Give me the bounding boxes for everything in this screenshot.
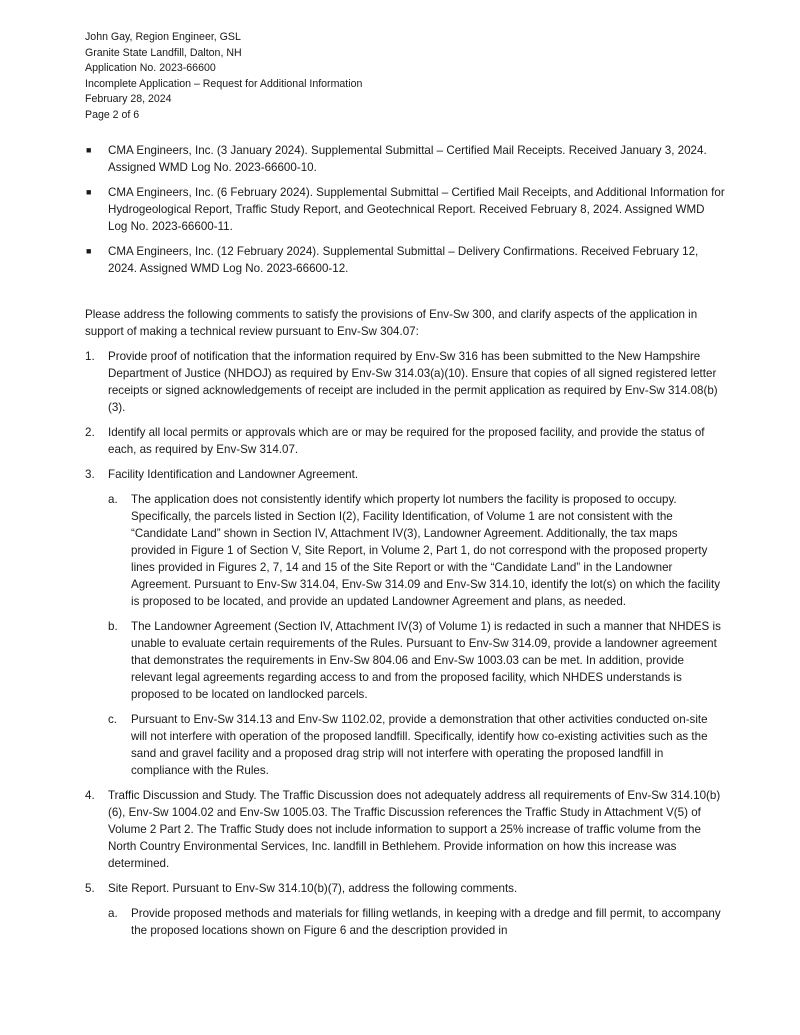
header-application-no: Application No. 2023-66600 bbox=[85, 62, 216, 75]
comment-text: Identify all local permits or approvals which are or may be required for the proposed facility, and provide the status of each, as required by Env-Sw 314.07. bbox=[108, 426, 705, 456]
comment-text: Facility Identification and Landowner Agreement. bbox=[108, 468, 359, 481]
reference-text: CMA Engineers, Inc. (12 February 2024). Supplemental Submittal – Delivery Confirmations. Received February 12, 2024. Assigned WMD Log No. 2023-66600-12. bbox=[108, 245, 699, 275]
sub-comment-text: The application does not consistently identify which property lot numbers the facility is proposed to occupy. Specifically, the parcels listed in Section I(2), Facility Identification, of Volume 1 are not consistent with the “Candidate Land” shown in Section IV, Attachment IV(3), Landowner Agreement. Additionally, the tax maps provided in Figure 1 of Section V, Site Report, in Volume 2, Part 1, do not correspond with the proposed property lines provided in Figures 2, 7, 14 and 15 of the Site Report or with the “Candidate Land” in the Landowner Agreement. Pursuant to Env-Sw 314.04, Env-Sw 314.09 and Env-Sw 314.10, identify the lot(s) on which the facility is proposed to be located, and provide an updated Landowner Agreement and plans, as needed. bbox=[131, 493, 721, 608]
comment-number: 3. bbox=[85, 468, 95, 481]
header-subject: Incomplete Application – Request for Additional Information bbox=[85, 77, 363, 90]
reference-item bbox=[85, 142, 725, 176]
comment-item bbox=[85, 348, 725, 416]
comment-text: Provide proof of notification that the information required by Env-Sw 316 has been submitted to the New Hampshire Department of Justice (NHDOJ) as required by Env-Sw 314.03(a)(10). Ensure that copies of all signed registered letter receipts or signed acknowledgements of receipt are included in the permit application as required by Env-Sw 314.08(b)(3). bbox=[108, 350, 718, 414]
comment-text: Traffic Discussion and Study. The Traffic Discussion does not adequately address all requirements of Env-Sw 314.10(b)(6), Env-Sw 1004.02 and Env-Sw 1005.03. The Traffic Discussion references the Traffic Study in Attachment V(5) of Volume 2 Part 2. The Traffic Study does not include information to support a 25% increase of traffic volume from the North Country Environmental Services, Inc. landfill in Bethlehem. Provide information on how this increase was determined. bbox=[108, 789, 721, 870]
sub-comment-text: The Landowner Agreement (Section IV, Attachment IV(3) of Volume 1) is redacted in such a manner that NHDES is unable to evaluate certain requirements of the Rules. Pursuant to Env-Sw 314.09, provide a landowner agreement that demonstrates the requirements in Env-Sw 804.06 and Env-Sw 1003.03 can be met. In addition, provide relevant legal agreements regarding access to and from the proposed facility, which NHDES understands is proposed to be located on landlocked parcels. bbox=[131, 620, 721, 701]
intro-paragraph: Please address the following comments to satisfy the provisions of Env-Sw 300, and clarify aspects of the application in support of making a technical review pursuant to Env-Sw 304.07: bbox=[85, 308, 698, 338]
reference-item bbox=[85, 184, 725, 235]
sub-comment-item bbox=[108, 905, 725, 939]
comment-item bbox=[85, 787, 725, 872]
comment-item bbox=[85, 880, 725, 939]
comment-number: 1. bbox=[85, 350, 95, 363]
comment-number: 5. bbox=[85, 882, 95, 895]
reference-text: CMA Engineers, Inc. (6 February 2024). Supplemental Submittal – Certified Mail Receipts, and Additional Information for Hydrogeological Report, Traffic Study Report, and Geotechnical Report. Received February 8, 2024. Assigned WMD Log No. 2023-66600-11. bbox=[108, 186, 725, 233]
header-recipient: John Gay, Region Engineer, GSL bbox=[85, 31, 241, 43]
header-date: February 28, 2024 bbox=[85, 93, 172, 106]
comment-text: Site Report. Pursuant to Env-Sw 314.10(b)(7), address the following comments. bbox=[108, 882, 518, 895]
comments-section bbox=[85, 306, 725, 947]
sub-comment-item bbox=[108, 711, 725, 779]
comment-number: 4. bbox=[85, 789, 95, 802]
reference-list bbox=[85, 142, 725, 285]
sub-comment-letter: b. bbox=[108, 620, 118, 633]
reference-text: CMA Engineers, Inc. (3 January 2024). Supplemental Submittal – Certified Mail Receipts. Received January 3, 2024. Assigned WMD Log No. 2023-66600-10. bbox=[108, 144, 707, 174]
header-facility: Granite State Landfill, Dalton, NH bbox=[85, 46, 242, 59]
header-page-number: Page 2 of 6 bbox=[85, 108, 140, 121]
comment-number: 2. bbox=[85, 426, 95, 439]
comment-item bbox=[85, 466, 725, 779]
sub-comment-text: Provide proposed methods and materials for filling wetlands, in keeping with a dredge and fill permit, to accompany the proposed locations shown on Figure 6 and the description provided in bbox=[131, 907, 721, 937]
comment-item bbox=[85, 424, 725, 458]
sub-comment-item bbox=[108, 618, 725, 703]
bullet-icon: ■ bbox=[86, 246, 92, 256]
letter-header bbox=[85, 30, 362, 124]
sub-comment-letter: a. bbox=[108, 907, 118, 920]
reference-item bbox=[85, 243, 725, 277]
sub-comment-text: Pursuant to Env-Sw 314.13 and Env-Sw 1102.02, provide a demonstration that other activities conducted on-site will not interfere with operation of the proposed landfill. Specifically, identify how co-existing activities such as the sand and gravel facility and a proposed drag strip will not interfere with operating the proposed landfill in compliance with the Rules. bbox=[131, 713, 708, 777]
sub-comment-letter: a. bbox=[108, 493, 118, 506]
bullet-icon: ■ bbox=[86, 145, 92, 155]
bullet-icon: ■ bbox=[86, 187, 92, 197]
sub-comment-item bbox=[108, 491, 725, 610]
sub-comment-letter: c. bbox=[108, 713, 118, 726]
